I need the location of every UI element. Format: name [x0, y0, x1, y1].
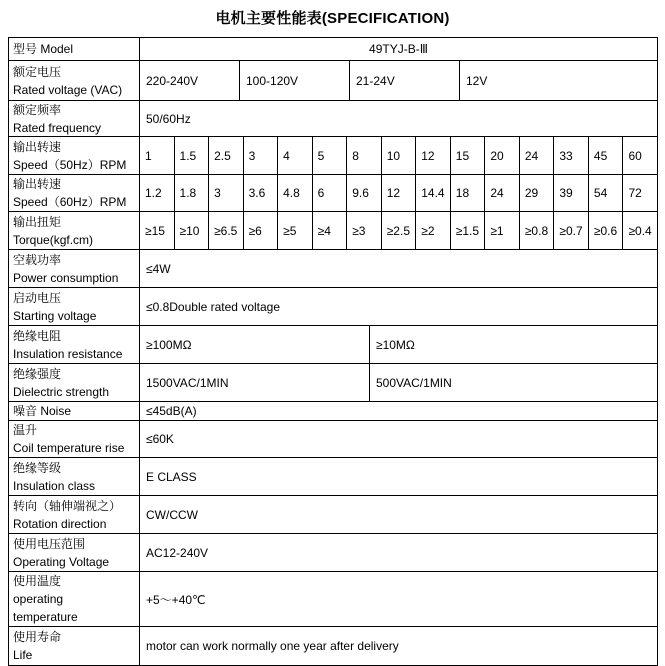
- row-label: [9, 326, 140, 363]
- label-zh: 转向（轴伸端视之）: [13, 498, 122, 513]
- label-text: 型号 Model: [13, 42, 74, 56]
- value-cell: 33: [554, 137, 589, 174]
- value-cell: 60: [628, 148, 642, 163]
- label-en: Dielectric strength: [13, 384, 110, 399]
- row-model: [9, 38, 657, 61]
- label-en: Life: [13, 648, 33, 662]
- value-cell: ≤0.8Double rated voltage: [146, 299, 281, 314]
- value-cell: ≥0.6: [589, 212, 624, 249]
- row-rated-voltage: [9, 61, 657, 101]
- row-insulation-class: [9, 458, 657, 496]
- value-cell: 14.4: [416, 175, 451, 211]
- value-cell: 5: [313, 137, 348, 174]
- row-insulation-resistance: [9, 326, 657, 364]
- value-cell: 3: [209, 175, 244, 211]
- label-zh: 使用温度: [13, 574, 62, 588]
- value-cell: 50/60Hz: [146, 111, 191, 126]
- value-cell: CW/CCW: [146, 507, 198, 522]
- value-cell: ≤4W: [146, 261, 171, 276]
- value-cell: 2.5: [209, 137, 244, 174]
- specification-table: [8, 37, 658, 666]
- row-speed-60hz: [9, 175, 657, 212]
- value-cell: 3: [244, 137, 279, 174]
- label-zh: 额定频率: [13, 102, 62, 117]
- value-cell: 6: [313, 175, 348, 211]
- value-cell: 24: [520, 137, 555, 174]
- value-cell: AC12-240V: [146, 545, 209, 560]
- value-cell: +5～+40℃: [146, 592, 206, 607]
- value-cell: 1.8: [175, 175, 210, 211]
- value-cell: 1: [140, 137, 175, 174]
- value-cell: ≥0.4: [628, 223, 652, 238]
- label-en: Insulation class: [13, 478, 96, 493]
- value-cell: ≥2: [416, 212, 451, 249]
- value-cell: ≥0.8: [520, 212, 555, 249]
- label-zh: 输出转速: [13, 177, 62, 191]
- value-cell: 12: [416, 137, 451, 174]
- label-zh: 额定电压: [13, 64, 62, 79]
- row-life: [9, 627, 657, 665]
- value-cell: ≥1: [485, 212, 520, 249]
- value-cell: 8: [347, 137, 382, 174]
- row-label: [9, 250, 140, 287]
- label-en: Operating Voltage: [13, 554, 110, 569]
- label-zh: 绝缘等级: [13, 460, 62, 475]
- row-label: [9, 364, 140, 401]
- value-cell: ≥6: [244, 212, 279, 249]
- row-noise: [9, 402, 657, 421]
- row-dielectric-strength: [9, 364, 657, 402]
- label-en: operating: [13, 592, 64, 606]
- value-cell: 54: [589, 175, 624, 211]
- label-zh: 绝缘强度: [13, 366, 62, 381]
- label-zh: 使用电压范围: [13, 536, 86, 551]
- label-en: Rated frequency: [13, 120, 102, 135]
- label-en: Starting voltage: [13, 308, 97, 323]
- value-cell: ≥0.7: [554, 212, 589, 249]
- value-cell: ≥10: [175, 212, 210, 249]
- label-en: Coil temperature rise: [13, 441, 125, 455]
- value-cell: 1500VAC/1MIN: [140, 364, 370, 401]
- row-label: [9, 212, 140, 249]
- row-torque: [9, 212, 657, 250]
- row-rated-frequency: [9, 101, 657, 137]
- value-cell: 39: [554, 175, 589, 211]
- label-en: Rotation direction: [13, 516, 107, 531]
- row-label: [9, 402, 140, 420]
- value-cell: 21-24V: [350, 61, 460, 100]
- value-cell: ≥4: [313, 212, 348, 249]
- row-label: [9, 421, 140, 457]
- row-operating-voltage: [9, 534, 657, 572]
- value-cell: ≥15: [140, 212, 175, 249]
- value-cell: 1.2: [140, 175, 175, 211]
- row-label: [9, 458, 140, 495]
- value-cell: 4.8: [278, 175, 313, 211]
- value-cell: 72: [628, 186, 642, 200]
- value-cell: 45: [589, 137, 624, 174]
- value-cell: 500VAC/1MIN: [376, 375, 452, 390]
- value-cell: 20: [485, 137, 520, 174]
- row-label: [9, 534, 140, 571]
- value-cell: 3.6: [244, 175, 279, 211]
- row-label: [9, 38, 140, 60]
- label-en: Power consumption: [13, 270, 119, 285]
- value-cell: ≥2.5: [382, 212, 417, 249]
- value-cell: 4: [278, 137, 313, 174]
- model-value: 49TYJ-B-Ⅲ: [369, 42, 428, 56]
- label-zh: 输出扭矩: [13, 214, 62, 229]
- page-title: 电机主要性能表(SPECIFICATION): [215, 10, 450, 27]
- value-cell: 18: [451, 175, 486, 211]
- row-label: [9, 496, 140, 533]
- row-label: [9, 175, 140, 211]
- label-zh: 启动电压: [13, 290, 62, 305]
- row-operating-temperature: [9, 572, 657, 627]
- value-cell: 100-120V: [240, 61, 350, 100]
- label-en: Speed（60Hz）RPM: [13, 195, 127, 209]
- value-cell: 12: [382, 175, 417, 211]
- value-cell: 12V: [466, 73, 488, 88]
- row-label: [9, 61, 140, 100]
- label-zh: 空载功率: [13, 252, 62, 267]
- label-en: Rated voltage (VAC): [13, 82, 123, 97]
- value-cell: ≥3: [347, 212, 382, 249]
- label-zh: 温升: [13, 423, 38, 437]
- value-cell: motor can work normally one year after delivery: [146, 639, 399, 653]
- row-starting-voltage: [9, 288, 657, 326]
- row-label: [9, 627, 140, 665]
- row-label: [9, 137, 140, 174]
- value-cell: 10: [382, 137, 417, 174]
- label-text: 噪音 Noise: [13, 404, 72, 418]
- value-cell: 29: [520, 175, 555, 211]
- label-en: Torque(kgf.cm): [13, 232, 94, 247]
- row-label: [9, 101, 140, 136]
- value-cell: ≥10MΩ: [376, 337, 415, 352]
- row-label: [9, 288, 140, 325]
- value-cell: ≥1.5: [451, 212, 486, 249]
- label-en-line2: temperature: [13, 610, 78, 624]
- row-rotation-direction: [9, 496, 657, 534]
- value-cell: 15: [451, 137, 486, 174]
- value-cell: 220-240V: [140, 61, 240, 100]
- value-cell: ≤60K: [146, 432, 174, 446]
- value-cell: ≥100MΩ: [140, 326, 370, 363]
- label-zh: 使用寿命: [13, 630, 62, 644]
- label-en: Speed（50Hz）RPM: [13, 157, 127, 172]
- value-cell: 9.6: [347, 175, 382, 211]
- value-cell: ≤45dB(A): [146, 404, 197, 418]
- label-zh: 输出转速: [13, 139, 62, 154]
- value-cell: 1.5: [175, 137, 210, 174]
- row-speed-50hz: [9, 137, 657, 175]
- label-zh: 绝缘电阻: [13, 328, 62, 343]
- row-coil-temperature-rise: [9, 421, 657, 458]
- value-cell: 24: [485, 175, 520, 211]
- value-cell: ≥5: [278, 212, 313, 249]
- row-label: [9, 572, 140, 626]
- value-cell: E CLASS: [146, 469, 197, 484]
- value-cell: ≥6.5: [209, 212, 244, 249]
- row-power-consumption: [9, 250, 657, 288]
- label-en: Insulation resistance: [13, 346, 123, 361]
